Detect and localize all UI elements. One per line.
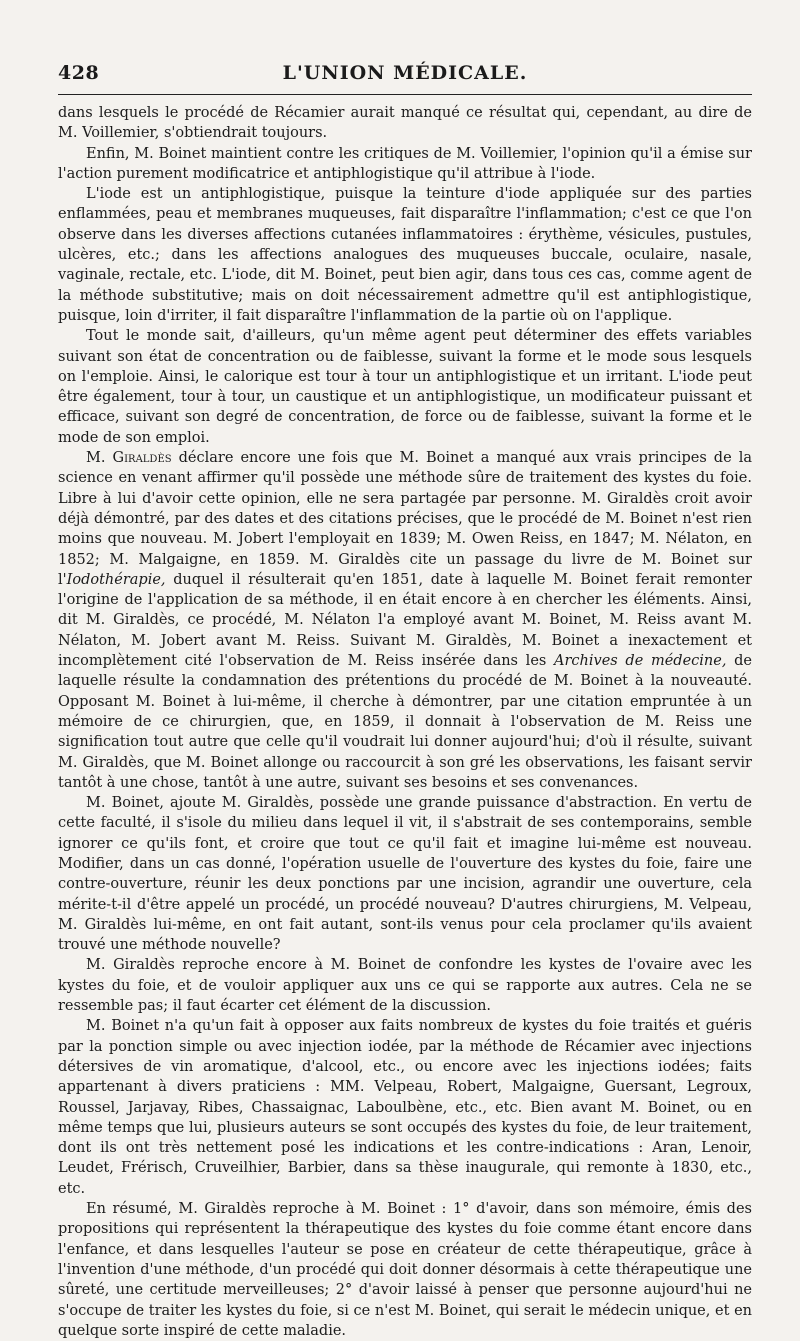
page-number: 428 [58, 62, 100, 84]
speaker-name: Giraldès [112, 450, 172, 467]
paragraph: Enfin, M. Boinet maintient contre les critiques de M. Voillemier, l'opinion qu'il a émise sur l'action purement modificatrice et antiphlogistique qu'il attribue à l'iode. [58, 145, 752, 182]
page-header [58, 58, 752, 92]
paragraph: Tout le monde sait, d'ailleurs, qu'un même agent peut déterminer des effets variables suivant son état de concentration ou de faiblesse, suivant la forme et le mode sous lesquels on l'emploie. Ainsi, le calorique est tour à tour un antiphlogistique et un irritant. L'iode peut être également, tour à tour, un caustique et un antiphlogistique, un modificateur puissant et efficace, suivant son degré de concentration, de force ou de faiblesse, suivant la forme et le mode de son emploi. [58, 328, 752, 446]
journal-title: L'UNION MÉDICALE. [282, 62, 528, 84]
book-title: Iodothérapie, [66, 571, 166, 588]
paragraph: dans lesquels le procédé de Récamier aurait manqué ce résultat qui, cependant, au dire de M. Voillemier, s'obtiendrait toujours. [58, 105, 752, 142]
text-run: duquel il résulterait qu'en 1851, date à laquelle M. Boinet ferait remonter l'origine de l'application de sa méthode, il en était encore à en chercher les éléments. Ainsi, dit M. Giraldès, ce procédé, M. Nélaton l'a employé avant M. Boinet, M. Reiss avant M. Nélaton, M. Jobert avant M. Reiss. Suivant M. Giraldès, M. Boinet a inexactement et incomplètement cité l'observation de M. Reiss insérée dans les [58, 571, 752, 670]
article-body [58, 103, 752, 1341]
text-run: de laquelle résulte la condamnation des prétentions du procédé de M. Boinet à la nouveauté. Opposant M. Boinet à lui-même, il cherche à démontrer, par une citation empruntée à un mémoire de ce chirurgien, que, en 1859, il donnait à l'observation de M. Reiss une signification tout autre que celle qu'il voudrait lui donner aujourd'hui; d'où il résulte, suivant M. Giraldès, que M. Boinet allonge ou raccourcit à son gré les observations, les faisant servir tantôt à une chose, tantôt à une autre, suivant ses besoins et ses convenances. [58, 653, 752, 791]
paragraph: En résumé, M. Giraldès reproche à M. Boinet : 1° d'avoir, dans son mémoire, émis des propositions qui représentent la thérapeutique des kystes du foie comme étant encore dans l'enfance, et dans lesquelles l'auteur se pose en créateur de cette thérapeutique, grâce à l'invention d'une méthode, d'un procédé qui doit donner désormais à cette thérapeutique une sûreté, une certitude merveilleuses; 2° d'avoir laissé à penser que personne aujourd'hui ne s'occupe de traiter les kystes du foie, si ce n'est M. Boinet, qui serait le médecin unique, et en quelque sorte inspiré de cette maladie. [58, 1201, 752, 1339]
text-run: déclare encore une fois que M. Boinet a manqué aux vrais principes de la science en venant affirmer qu'il possède une méthode sûre de traitement des kystes du foie. Libre à lui d'avoir cette opinion, elle ne sera partagée par personne. M. Giraldès croit avoir déjà démontré, par des dates et des citations précises, que le procédé de M. Boinet n'est rien moins que nouveau. M. Jobert l'employait en 1839; M. Owen Reiss, en 1847; M. Nélaton, en 1852; M. Malgaigne, en 1859. M. Giraldès cite un passage du livre de M. Boinet sur l' [58, 450, 752, 588]
paragraph: M. Boinet, ajoute M. Giraldès, possède une grande puissance d'abstraction. En vertu de cette faculté, il s'isole du milieu dans lequel il vit, il s'abstrait de ses contemporains, semble ignorer ce qu'ils font, et croire que tout ce qu'il fait et imagine lui-même est nouveau. Modifier, dans un cas donné, l'opération usuelle de l'ouverture des kystes du foie, faire une contre-ouverture, réunir les deux ponctions par une incision, agrandir une ouverture, cela mérite-t-il d'être appelé un procédé, un procédé nouveau? D'autres chirurgiens, M. Velpeau, M. Giraldès lui-même, en ont fait autant, sont-ils venus pour cela proclamer qu'ils avaient trouvé une méthode nouvelle? [58, 795, 752, 954]
paragraph: L'iode est un antiphlogistique, puisque la teinture d'iode appliquée sur des parties enflammées, peau et membranes muqueuses, fait disparaître l'inflammation; c'est ce que l'on observe dans les diverses affections cutanées inflammatoires : érythème, vésicules, pustules, ulcères, etc.; dans les affections analogues des muqueuses buccale, oculaire, nasale, vaginale, rectale, etc. L'iode, dit M. Boinet, peut bien agir, dans tous ces cas, comme agent de la méthode substitutive; mais on doit nécessairement admettre qu'il est antiphlogistique, puisque, loin d'irriter, il fait disparaître l'inflammation de la partie où on l'applique. [58, 186, 752, 324]
journal-reference: Archives de médecine, [554, 653, 727, 670]
header-rule [58, 94, 752, 95]
paragraph [58, 448, 752, 793]
paragraph: M. Boinet n'a qu'un fait à opposer aux faits nombreux de kystes du foie traités et guéris par la ponction simple ou avec injection iodée, par la méthode de Récamier avec injections détersives de vin aromatique, d'alcool, etc., ou encore avec les injections iodées; faits appartenant à divers praticiens : MM. Velpeau, Robert, Malgaigne, Guersant, Legroux, Roussel, Jarjavay, Ribes, Chassaignac, Laboulbène, etc., etc. Bien avant M. Boinet, ou en même temps que lui, plusieurs auteurs se sont occupés des kystes du foie, de leur traitement, dont ils ont très nettement posé les indications et les contre-indications : Aran, Lenoir, Leudet, Frérisch, Cruveilhier, Barbier, dans sa thèse inaugurale, qui remonte à 1830, etc., etc. [58, 1018, 752, 1197]
text-run: M. [86, 450, 113, 467]
paragraph: M. Giraldès reproche encore à M. Boinet de confondre les kystes de l'ovaire avec les kystes du foie, et de vouloir appliquer aux uns ce qui se rapporte aux autres. Cela ne se ressemble pas; il faut écarter cet élément de la discussion. [58, 957, 752, 1015]
